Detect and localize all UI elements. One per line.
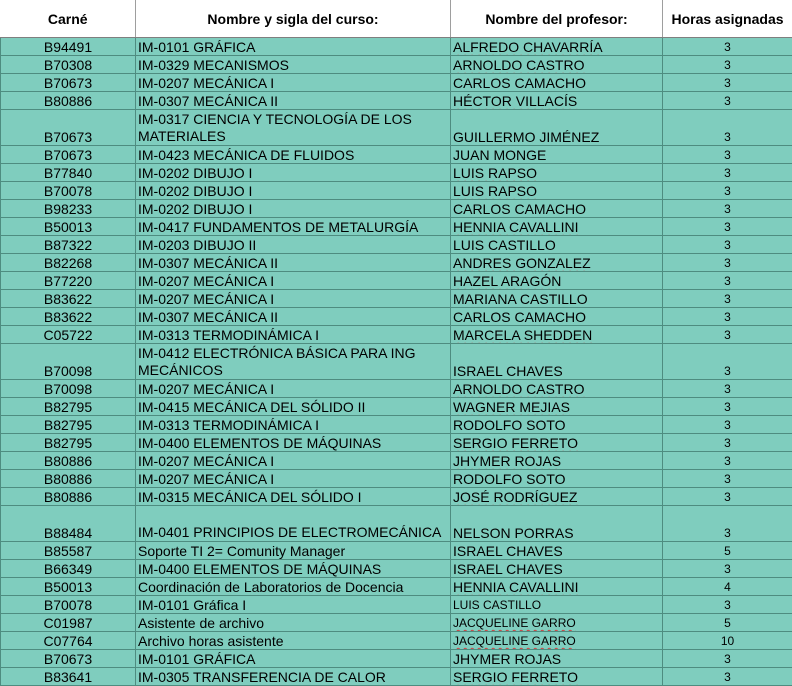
professor-name: JHYMER ROJAS (453, 651, 561, 667)
course-cell: IM-0307 MECÁNICA II (136, 254, 451, 272)
professor-cell (451, 56, 663, 74)
course-cell: IM-0101 GRÁFICA (136, 38, 451, 56)
professor-name: HAZEL ARAGÓN (453, 273, 561, 289)
professor-cell (451, 416, 663, 434)
course-cell: IM-0207 MECÁNICA I (136, 74, 451, 92)
professor-name: ISRAEL CHAVES (453, 363, 563, 379)
table-row (1, 434, 792, 452)
carne-cell: B70308 (1, 56, 136, 74)
course-cell: IM-0329 MECANISMOS (136, 56, 451, 74)
professor-cell (451, 596, 663, 614)
professor-cell (451, 470, 663, 488)
course-cell: IM-0313 TERMODINÁMICA I (136, 326, 451, 344)
carne-cell: B77840 (1, 164, 136, 182)
hours-cell: 3 (663, 380, 792, 398)
table-row (1, 110, 792, 146)
carne-cell: C05722 (1, 326, 136, 344)
table-row (1, 668, 792, 686)
professor-cell (451, 632, 663, 650)
carne-cell: B80886 (1, 470, 136, 488)
carne-cell: B85587 (1, 542, 136, 560)
table-row (1, 218, 792, 236)
professor-name: HÉCTOR VILLACÍS (453, 93, 577, 109)
table-row (1, 614, 792, 632)
course-cell: IM-0101 Gráfica I (136, 596, 451, 614)
professor-name: HENNIA CAVALLINI (453, 579, 579, 595)
hours-cell: 10 (663, 632, 792, 650)
carne-cell: B70673 (1, 650, 136, 668)
hours-cell: 3 (663, 416, 792, 434)
professor-cell (451, 542, 663, 560)
hours-cell: 3 (663, 560, 792, 578)
course-cell: IM-0313 TERMODINÁMICA I (136, 416, 451, 434)
professor-name: LUIS CASTILLO (453, 237, 556, 253)
carne-cell: B82795 (1, 434, 136, 452)
hours-cell: 3 (663, 452, 792, 470)
professor-cell (451, 614, 663, 632)
hours-cell: 3 (663, 236, 792, 254)
table-row (1, 398, 792, 416)
carne-cell: B82268 (1, 254, 136, 272)
professor-cell (451, 506, 663, 542)
header-row (1, 0, 792, 38)
professor-cell (451, 578, 663, 596)
table-row (1, 56, 792, 74)
carne-cell: B70078 (1, 596, 136, 614)
header-hours: Horas asignadas (663, 0, 792, 38)
professor-cell (451, 74, 663, 92)
course-cell: IM-0207 MECÁNICA I (136, 470, 451, 488)
professor-name: LUIS RAPSO (453, 165, 537, 181)
course-cell: IM-0400 ELEMENTOS DE MÁQUINAS (136, 560, 451, 578)
table-row (1, 506, 792, 542)
course-cell: IM-0202 DIBUJO I (136, 200, 451, 218)
carne-cell: B66349 (1, 560, 136, 578)
professor-cell (451, 254, 663, 272)
course-cell: IM-0315 MECÁNICA DEL SÓLIDO I (136, 488, 451, 506)
professor-cell (451, 398, 663, 416)
table-row (1, 92, 792, 110)
carne-cell: B83641 (1, 668, 136, 686)
carne-cell: B70673 (1, 146, 136, 164)
professor-name: JOSÉ RODRÍGUEZ (453, 489, 577, 505)
carne-cell: B98233 (1, 200, 136, 218)
course-cell: IM-0423 MECÁNICA DE FLUIDOS (136, 146, 451, 164)
professor-cell (451, 272, 663, 290)
hours-cell: 3 (663, 650, 792, 668)
carne-cell: B50013 (1, 218, 136, 236)
table-row (1, 74, 792, 92)
table-row (1, 578, 792, 596)
professor-cell (451, 344, 663, 380)
course-cell: IM-0203 DIBUJO II (136, 236, 451, 254)
professor-name: SERGIO FERRETO (453, 669, 578, 685)
professor-cell (451, 164, 663, 182)
hours-cell: 3 (663, 74, 792, 92)
professor-name: NELSON PORRAS (453, 525, 574, 541)
course-cell: IM-0307 MECÁNICA II (136, 308, 451, 326)
hours-cell: 3 (663, 506, 792, 542)
course-cell: Coordinación de Laboratorios de Docencia (136, 578, 451, 596)
course-cell: Soporte TI 2= Comunity Manager (136, 542, 451, 560)
professor-cell (451, 434, 663, 452)
hours-cell: 3 (663, 290, 792, 308)
carne-cell: B70098 (1, 380, 136, 398)
course-cell: IM-0415 MECÁNICA DEL SÓLIDO II (136, 398, 451, 416)
table-row (1, 236, 792, 254)
course-cell: IM-0305 TRANSFERENCIA DE CALOR (136, 668, 451, 686)
professor-cell (451, 380, 663, 398)
header-carne: Carné (1, 0, 136, 38)
carne-cell: B70078 (1, 182, 136, 200)
professor-cell (451, 92, 663, 110)
table-row (1, 470, 792, 488)
table-row (1, 146, 792, 164)
hours-cell: 3 (663, 182, 792, 200)
professor-name: SERGIO FERRETO (453, 435, 578, 451)
professor-cell (451, 308, 663, 326)
carne-cell: B94491 (1, 38, 136, 56)
course-cell: Archivo horas asistente (136, 632, 451, 650)
hours-cell: 3 (663, 668, 792, 686)
professor-cell (451, 236, 663, 254)
professor-name: CARLOS CAMACHO (453, 201, 586, 217)
hours-cell: 3 (663, 308, 792, 326)
professor-name: HENNIA CAVALLINI (453, 219, 579, 235)
professor-name: JACQUELINE GARRO (453, 616, 576, 630)
course-cell: IM-0401 PRINCIPIOS DE ELECTROMECÁNICA (136, 506, 451, 542)
table-row (1, 308, 792, 326)
professor-cell (451, 560, 663, 578)
hours-cell: 3 (663, 254, 792, 272)
table-row (1, 200, 792, 218)
course-cell: IM-0317 CIENCIA Y TECNOLOGÍA DE LOS MATERIALES (136, 110, 451, 146)
hours-cell: 3 (663, 344, 792, 380)
table-row (1, 488, 792, 506)
professor-name: JACQUELINE GARRO (453, 634, 576, 648)
professor-name: LUIS CASTILLO (453, 598, 541, 612)
table-row (1, 254, 792, 272)
hours-cell: 4 (663, 578, 792, 596)
course-cell: IM-0101 GRÁFICA (136, 650, 451, 668)
professor-name: ALFREDO CHAVARRÍA (453, 39, 603, 55)
course-cell: IM-0307 MECÁNICA II (136, 92, 451, 110)
table-row (1, 38, 792, 56)
professor-cell (451, 182, 663, 200)
table-row (1, 326, 792, 344)
professor-cell (451, 650, 663, 668)
hours-cell: 3 (663, 218, 792, 236)
professor-name: GUILLERMO JIMÉNEZ (453, 129, 599, 145)
hours-cell: 3 (663, 92, 792, 110)
table-row (1, 542, 792, 560)
hours-cell: 3 (663, 56, 792, 74)
professor-name: ANDRES GONZALEZ (453, 255, 591, 271)
professor-name: CARLOS CAMACHO (453, 75, 586, 91)
course-cell: IM-0207 MECÁNICA I (136, 272, 451, 290)
hours-cell: 3 (663, 200, 792, 218)
carne-cell: B50013 (1, 578, 136, 596)
hours-cell: 3 (663, 434, 792, 452)
professor-cell (451, 110, 663, 146)
professor-name: RODOLFO SOTO (453, 471, 566, 487)
carne-cell: C07764 (1, 632, 136, 650)
table-row (1, 272, 792, 290)
carne-cell: B87322 (1, 236, 136, 254)
carne-cell: B88484 (1, 506, 136, 542)
professor-name: RODOLFO SOTO (453, 417, 566, 433)
professor-name: JUAN MONGE (453, 147, 546, 163)
course-cell: IM-0202 DIBUJO I (136, 164, 451, 182)
professor-cell (451, 200, 663, 218)
professor-name: MARCELA SHEDDEN (453, 327, 592, 343)
course-cell: IM-0207 MECÁNICA I (136, 290, 451, 308)
hours-cell: 5 (663, 614, 792, 632)
professor-cell (451, 452, 663, 470)
professor-cell (451, 326, 663, 344)
carne-cell: B80886 (1, 92, 136, 110)
header-professor: Nombre del profesor: (451, 0, 663, 38)
professor-name: CARLOS CAMACHO (453, 309, 586, 325)
table-row (1, 344, 792, 380)
table-row (1, 182, 792, 200)
hours-cell: 3 (663, 164, 792, 182)
hours-cell: 3 (663, 110, 792, 146)
hours-cell: 5 (663, 542, 792, 560)
carne-cell: B80886 (1, 452, 136, 470)
professor-name: LUIS RAPSO (453, 183, 537, 199)
carne-cell: B82795 (1, 416, 136, 434)
hours-cell: 3 (663, 326, 792, 344)
table-row (1, 650, 792, 668)
carne-cell: B82795 (1, 398, 136, 416)
hours-cell: 3 (663, 398, 792, 416)
course-cell: IM-0202 DIBUJO I (136, 182, 451, 200)
course-cell: IM-0207 MECÁNICA I (136, 452, 451, 470)
carne-cell: B83622 (1, 308, 136, 326)
professor-cell (451, 218, 663, 236)
course-cell: IM-0400 ELEMENTOS DE MÁQUINAS (136, 434, 451, 452)
hours-cell: 3 (663, 38, 792, 56)
carne-cell: B70673 (1, 74, 136, 92)
course-cell: IM-0207 MECÁNICA I (136, 380, 451, 398)
table-row (1, 380, 792, 398)
carne-cell: B70673 (1, 110, 136, 146)
professor-name: WAGNER MEJIAS (453, 399, 570, 415)
professor-name: ISRAEL CHAVES (453, 561, 563, 577)
professor-name: ARNOLDO CASTRO (453, 381, 584, 397)
carne-cell: B70098 (1, 344, 136, 380)
header-course: Nombre y sigla del curso: (136, 0, 451, 38)
carne-cell: C01987 (1, 614, 136, 632)
hours-cell: 3 (663, 272, 792, 290)
table-row (1, 560, 792, 578)
course-cell: IM-0412 ELECTRÓNICA BÁSICA PARA ING MECÁNICOS (136, 344, 451, 380)
hours-cell: 3 (663, 488, 792, 506)
course-cell: Asistente de archivo (136, 614, 451, 632)
table-row (1, 416, 792, 434)
professor-cell (451, 146, 663, 164)
table-row (1, 164, 792, 182)
table-row (1, 632, 792, 650)
professor-cell (451, 488, 663, 506)
professor-cell (451, 290, 663, 308)
table-row (1, 290, 792, 308)
professor-name: MARIANA CASTILLO (453, 291, 588, 307)
hours-cell: 3 (663, 596, 792, 614)
carne-cell: B80886 (1, 488, 136, 506)
professor-name: JHYMER ROJAS (453, 453, 561, 469)
professor-name: ISRAEL CHAVES (453, 543, 563, 559)
professor-name: ARNOLDO CASTRO (453, 57, 584, 73)
table-row (1, 596, 792, 614)
carne-cell: B77220 (1, 272, 136, 290)
table-row (1, 452, 792, 470)
professor-cell (451, 668, 663, 686)
professor-cell (451, 38, 663, 56)
carne-cell: B83622 (1, 290, 136, 308)
hours-cell: 3 (663, 470, 792, 488)
hours-cell: 3 (663, 146, 792, 164)
course-cell: IM-0417 FUNDAMENTOS DE METALURGÍA (136, 218, 451, 236)
